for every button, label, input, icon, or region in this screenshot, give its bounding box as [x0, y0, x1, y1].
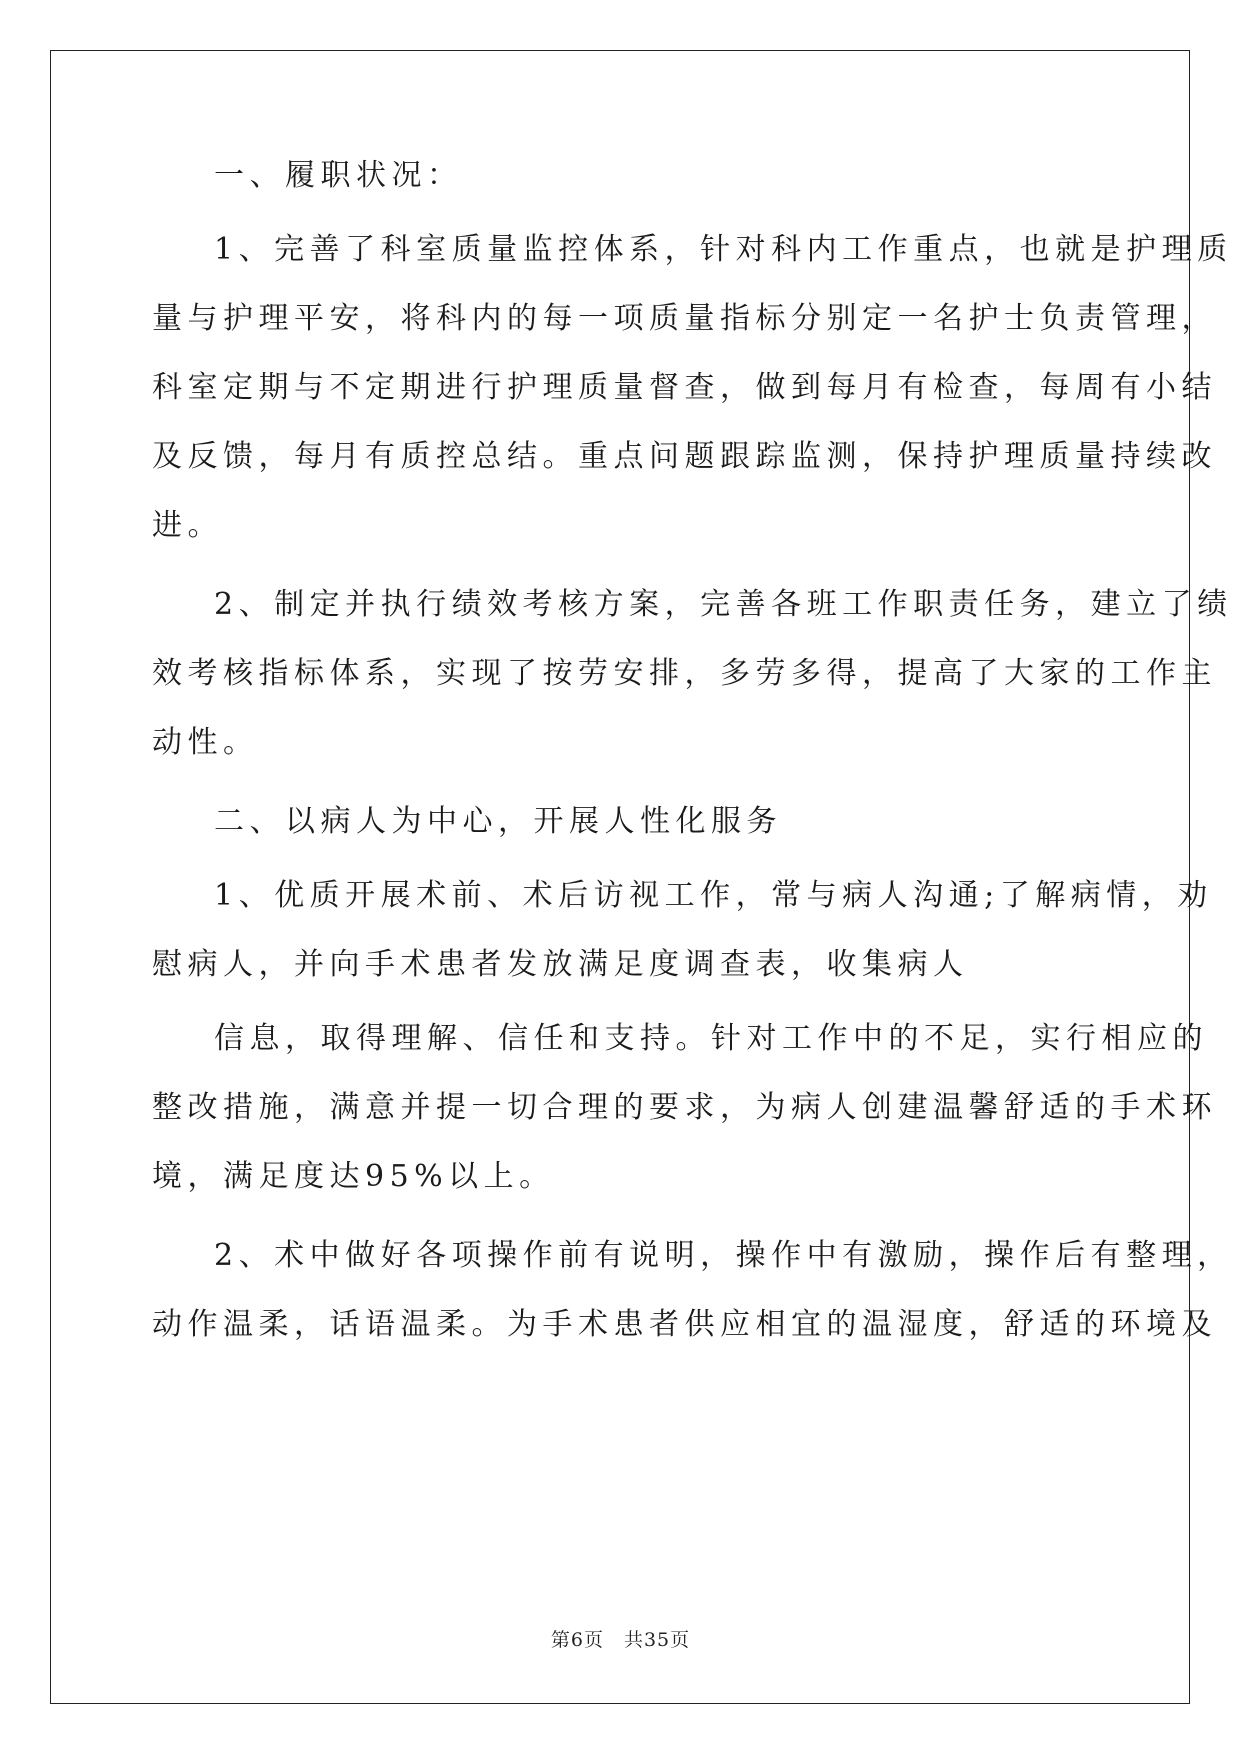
paragraph-line: 进。: [152, 508, 223, 543]
paragraph-line: 1、完善了科室质量监控体系，针对科内工作重点，也就是护理质: [214, 232, 1233, 267]
heading-duty-status: 一、履职状况：: [214, 158, 463, 193]
paragraph-line: 效考核指标体系，实现了按劳安排，多劳多得，提高了大家的工作主: [152, 656, 1217, 691]
heading-patient-centered: 二、以病人为中心，开展人性化服务: [214, 804, 782, 839]
paragraph-line: 动性。: [152, 725, 259, 760]
paragraph-line: 科室定期与不定期进行护理质量督查，做到每月有检查，每周有小结: [152, 370, 1217, 405]
paragraph-line: 2、术中做好各项操作前有说明，操作中有激励，操作后有整理，: [214, 1238, 1233, 1273]
paragraph-line: 信息，取得理解、信任和支持。针对工作中的不足，实行相应的: [214, 1021, 1208, 1056]
page-number-footer: 第6页 共35页: [550, 1629, 691, 1651]
paragraph-line: 慰病人，并向手术患者发放满足度调查表，收集病人: [152, 947, 969, 982]
paragraph-line: 整改措施，满意并提一切合理的要求，为病人创建温馨舒适的手术环: [152, 1090, 1217, 1125]
paragraph-line: 1、优质开展术前、术后访视工作，常与病人沟通;了解病情，劝: [214, 878, 1213, 913]
paragraph-line: 境，满足度达95%以上。: [152, 1159, 555, 1194]
paragraph-line: 2、制定并执行绩效考核方案，完善各班工作职责任务，建立了绩: [214, 587, 1233, 622]
paragraph-line: 及反馈，每月有质控总结。重点问题跟踪监测，保持护理质量持续改: [152, 439, 1217, 474]
paragraph-line: 量与护理平安，将科内的每一项质量指标分别定一名护士负责管理，: [152, 301, 1217, 336]
paragraph-line: 动作温柔，话语温柔。为手术患者供应相宜的温湿度，舒适的环境及: [152, 1307, 1217, 1342]
